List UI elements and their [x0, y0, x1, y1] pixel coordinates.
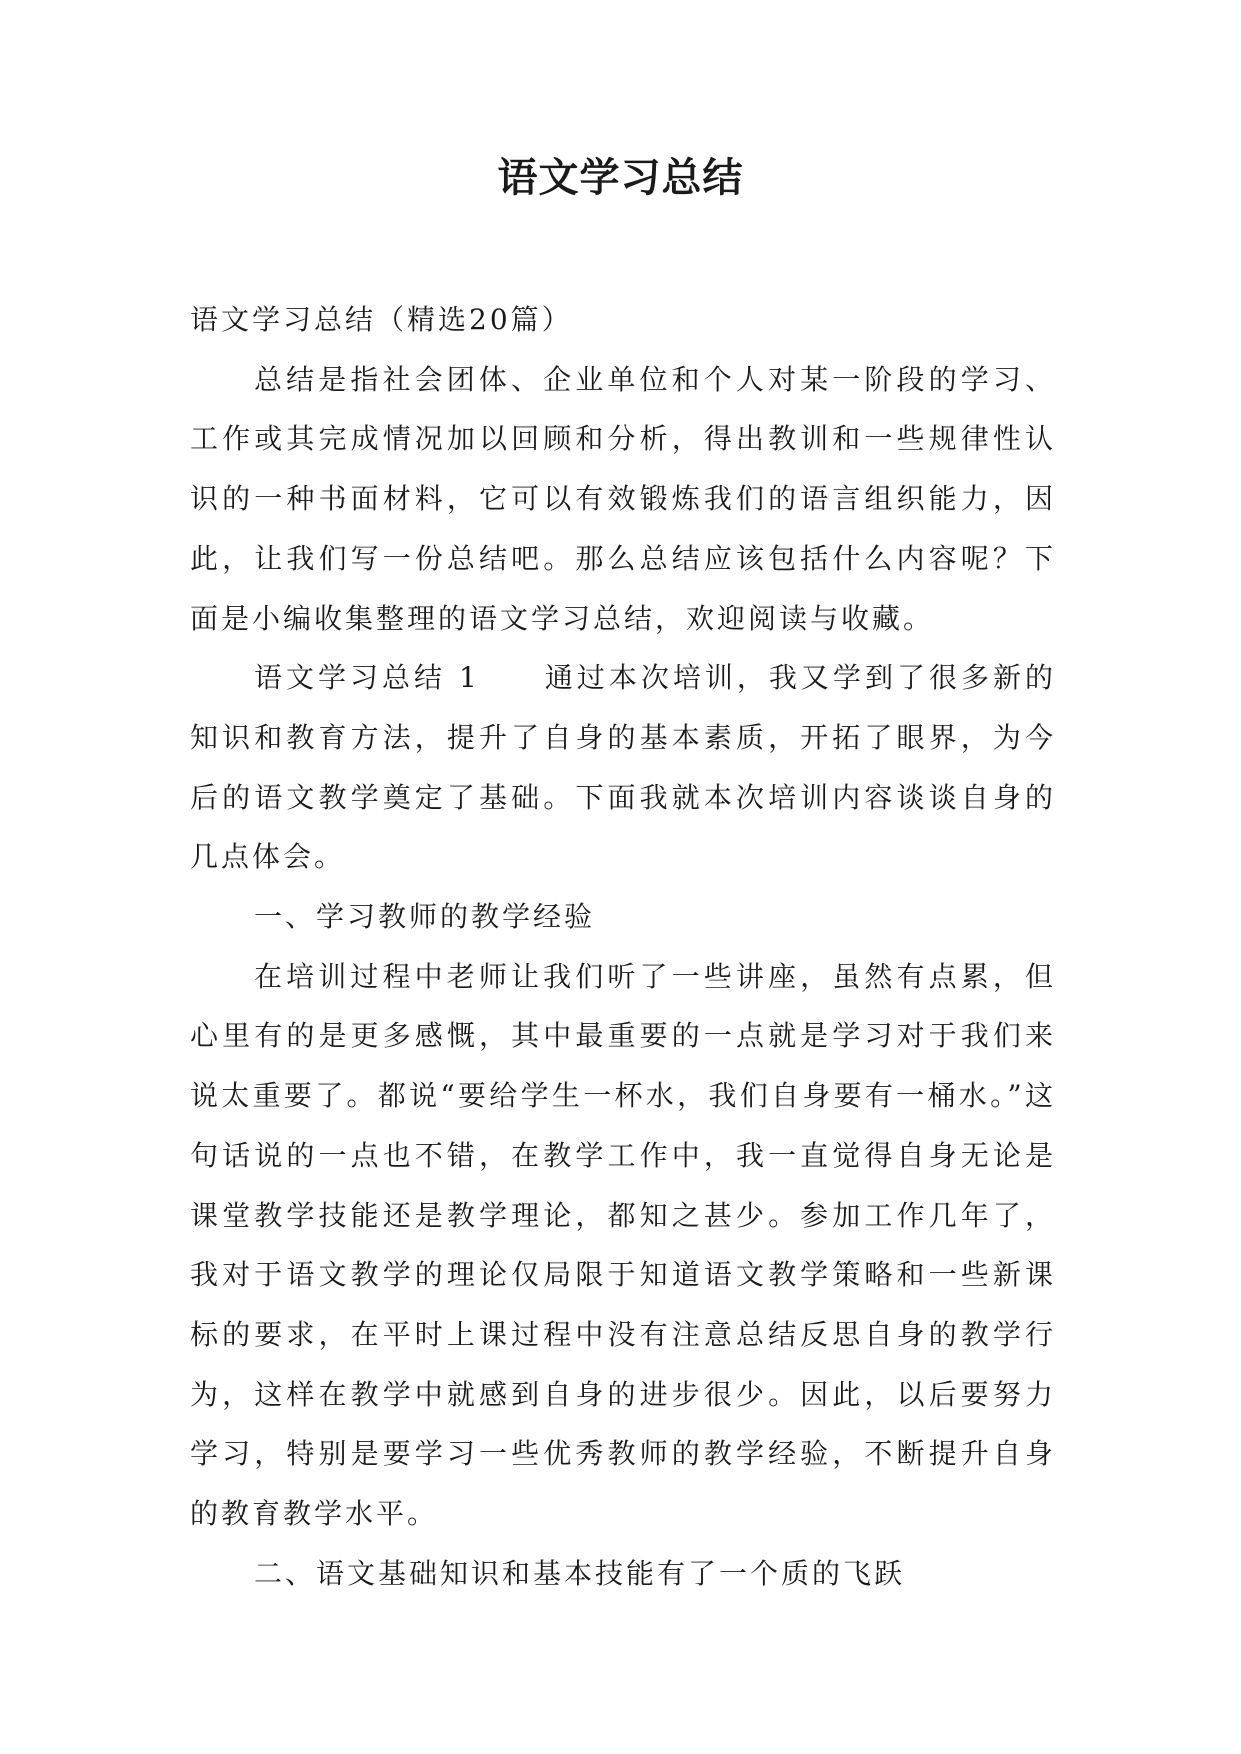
intro-paragraph: 总结是指社会团体、企业单位和个人对某一阶段的学习、工作或其完成情况加以回顾和分析，得出教训和一些规律性认识的一种书面材料，它可以有效锻炼我们的语言组织能力，因此，让我们写一份总结吧。那么总结应该包括什么内容呢？下面是小编收集整理的语文学习总结，欢迎阅读与收藏。 [190, 362, 1056, 635]
summary-1-paragraph: 语文学习总结 1 通过本次培训，我又学到了很多新的知识和教育方法，提升了自身的基本素质，开拓了眼界，为今后的语文教学奠定了基础。下面我就本次培训内容谈谈自身的几点体会。 [190, 661, 1056, 874]
document-subtitle: 语文学习总结（精选20篇） [190, 303, 573, 336]
section-1-paragraph: 在培训过程中老师让我们听了一些讲座，虽然有点累，但心里有的是更多感慨，其中最重要的一点就是学习对于我们来说太重要了。都说“要给学生一杯水，我们自身要有一桶水。”这句话说的一点也不错，在教学工作中，我一直觉得自身无论是课堂教学技能还是教学理论，都知之甚少。参加工作几年了，我对于语文教学的理论仅局限于知道语文教学策略和一些新课标的要求，在平时上课过程中没有注意总结反思自身的教学行为，这样在教学中就感到自身的进步很少。因此，以后要努力学习，特别是要学习一些优秀教师的教学经验，不断提升自身的教育教学水平。 [190, 959, 1056, 1531]
section-heading-2: 二、语文基础知识和基本技能有了一个质的飞跃 [254, 1556, 906, 1590]
section-heading-1: 一、学习教师的教学经验 [254, 900, 596, 934]
document-title: 语文学习总结 [497, 155, 744, 201]
document-body [190, 290, 1056, 1603]
